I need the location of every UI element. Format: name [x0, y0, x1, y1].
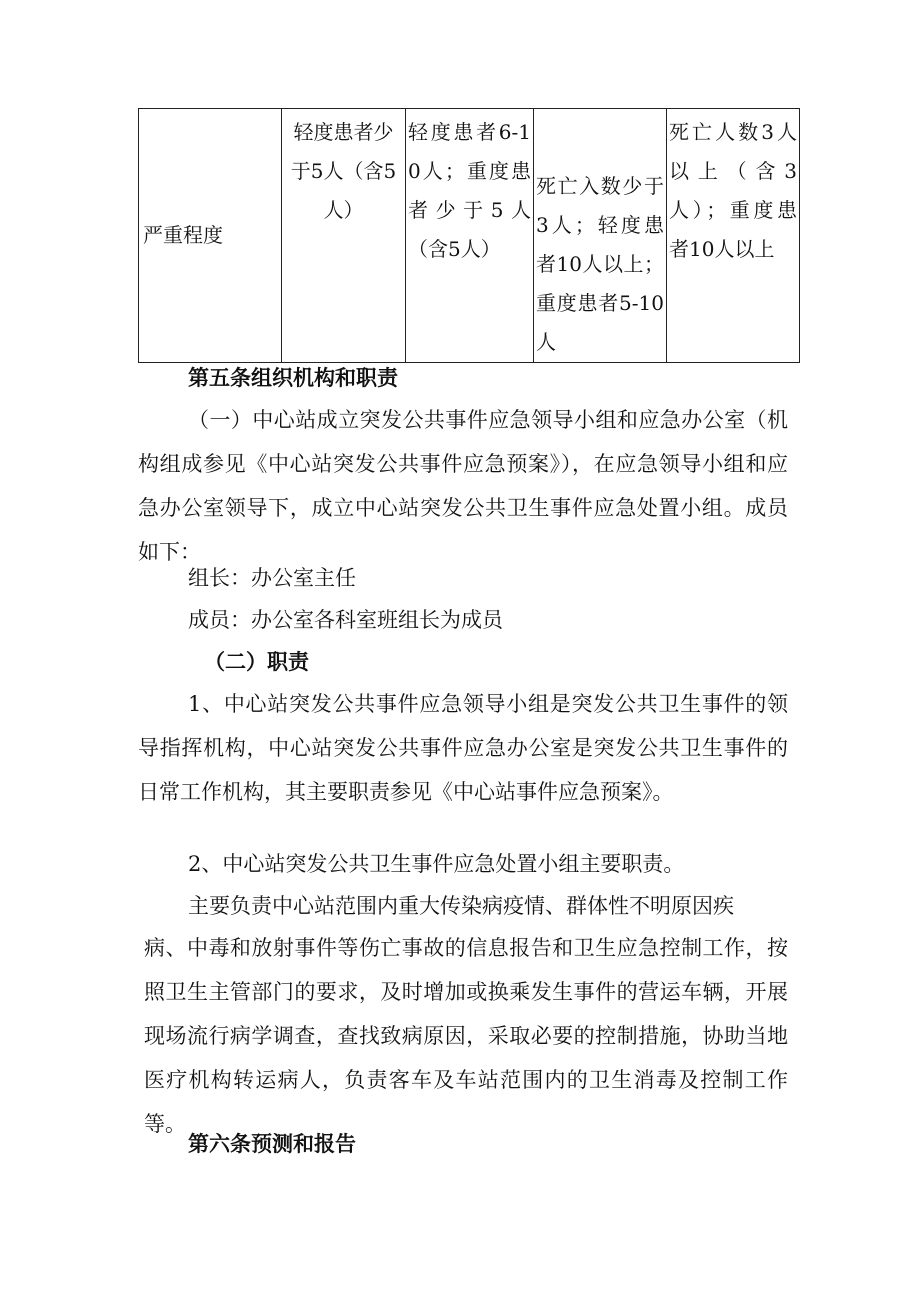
table-row: [139, 109, 800, 363]
duty-1-paragraph: 1、中心站突发公共事件应急领导小组是突发公共卫生事件的领导指挥机构，中心站突发公共事件应急办公室是突发公共卫生事件的日常工作机构，其主要职责参见《中心站事件应急预案》。: [138, 692, 788, 804]
article-5-heading: 第五条组织机构和职责: [188, 365, 398, 390]
severity-level-cell-3: 死亡入数少于3人；轻度患者10人以上；重度患者5-10人: [534, 109, 667, 363]
duty-2-detail-paragraph: 病、中毒和放射事件等伤亡事故的信息报告和卫生应急控制工作，按照卫生主管部门的要求，及时增加或换乘发生事件的营运车辆，开展现场流行病学调查，查找致病原因，采取必要的控制措施，协助当地医疗机构转运病人，负责客车及车站范围内的卫生消毒及控制工作等。: [144, 936, 788, 1136]
severity-level-cell-4: 死亡人数3人以上（含3人）；重度患者10人以上: [667, 109, 800, 363]
duty-2-detail-first-line: 主要负责中心站范围内重大传染病疫情、群体性不明原因疾: [188, 894, 734, 918]
article-6-heading: 第六条预测和报告: [188, 1131, 356, 1156]
duty-2-line: 2、中心站突发公共卫生事件应急处置小组主要职责。: [188, 852, 685, 876]
team-leader-line: 组长：办公室主任: [188, 566, 356, 590]
severity-level-cell-1: 轻度患者少于5人（含5人）: [282, 109, 406, 363]
team-members-line: 成员：办公室各科室班组长为成员: [188, 608, 503, 632]
severity-row-label: 严重程度: [139, 109, 282, 363]
subsection-2-heading: （二）职责: [204, 649, 309, 674]
severity-table: [138, 108, 800, 363]
subsection-1-paragraph: （一）中心站成立突发公共事件应急领导小组和应急办公室（机构组成参见《中心站突发公共事件应急预案》），在应急领导小组和应急办公室领导下，成立中心站突发公共卫生事件应急处置小组。成员如下：: [138, 408, 788, 564]
severity-level-cell-2: 轻度患者6-10人；重度患者少于5人（含5人）: [406, 109, 534, 363]
